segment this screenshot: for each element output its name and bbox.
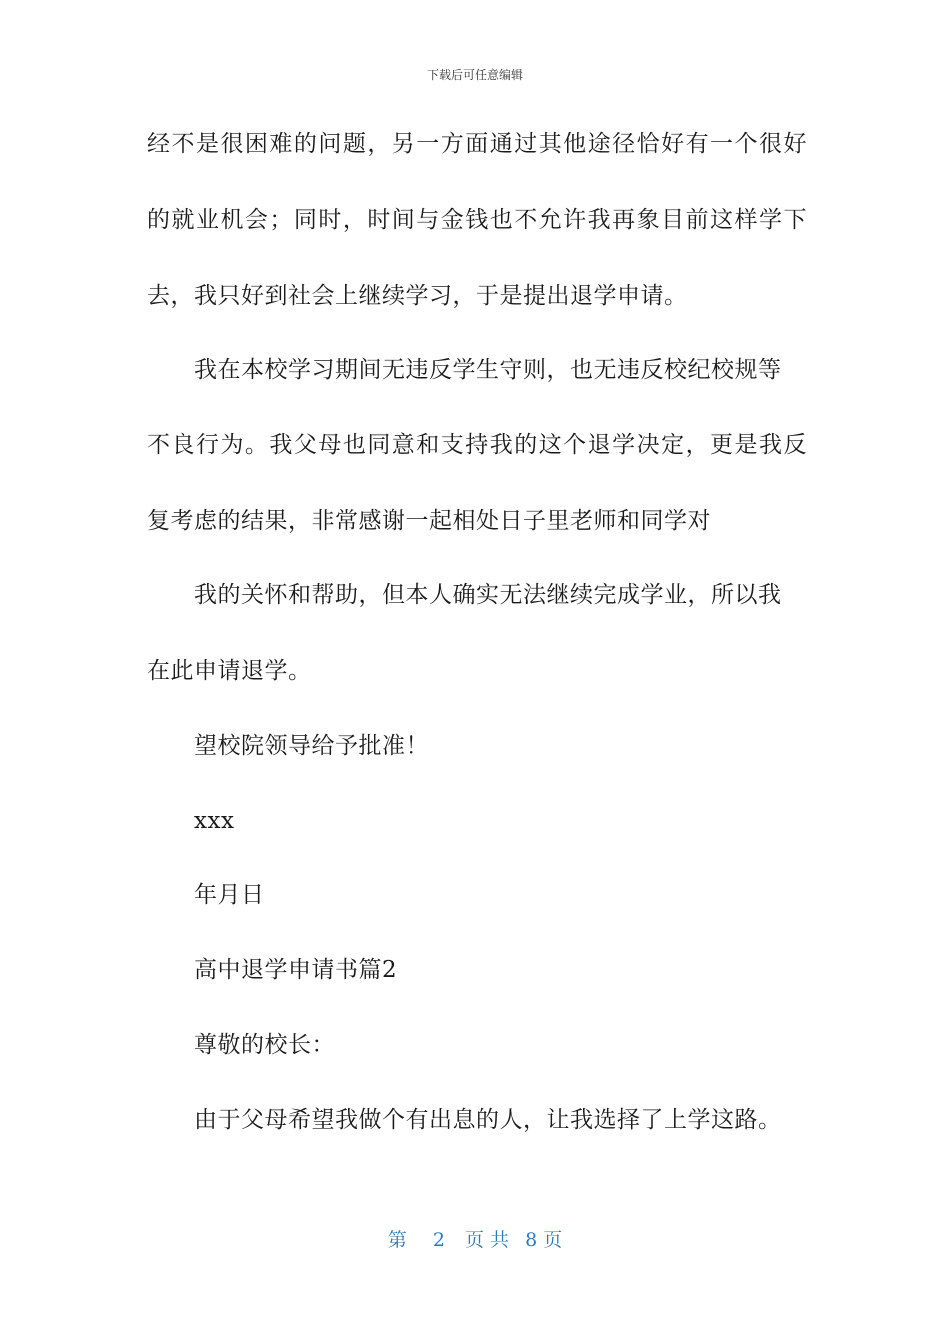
footer-suffix: 页 xyxy=(543,1229,563,1251)
page-number-footer xyxy=(0,1225,950,1252)
footer-mid: 页 共 xyxy=(465,1229,510,1251)
body-line: 望校院领导给予批准！ xyxy=(194,733,429,759)
date-line: 年月日 xyxy=(194,882,265,908)
body-line: 不良行为。我父母也同意和支持我的这个退学决定，更是我反 xyxy=(147,432,807,458)
page-header-note: 下载后可任意编辑 xyxy=(426,68,523,82)
body-line: 在此申请退学。 xyxy=(147,658,312,684)
body-line: 的就业机会；同时，时间与金钱也不允许我再象目前这样学下 xyxy=(147,207,807,233)
current-page-number: 2 xyxy=(432,1229,445,1251)
salutation: 尊敬的校长： xyxy=(194,1032,335,1058)
total-page-number: 8 xyxy=(525,1229,538,1251)
body-line: 我的关怀和帮助，但本人确实无法继续完成学业，所以我 xyxy=(194,582,782,608)
signature-name: xxx xyxy=(194,808,235,834)
body-line: 去，我只好到社会上继续学习，于是提出退学申请。 xyxy=(147,283,688,309)
section-title: 高中退学申请书篇2 xyxy=(194,957,398,983)
body-line: 经不是很困难的问题，另一方面通过其他途径恰好有一个很好 xyxy=(147,131,807,157)
body-line: 由于父母希望我做个有出息的人，让我选择了上学这路。 xyxy=(194,1107,782,1133)
body-line: 复考虑的结果，非常感谢一起相处日子里老师和同学对 xyxy=(147,508,711,534)
body-line: 我在本校学习期间无违反学生守则，也无违反校纪校规等 xyxy=(194,357,782,383)
footer-prefix: 第 xyxy=(387,1229,407,1251)
